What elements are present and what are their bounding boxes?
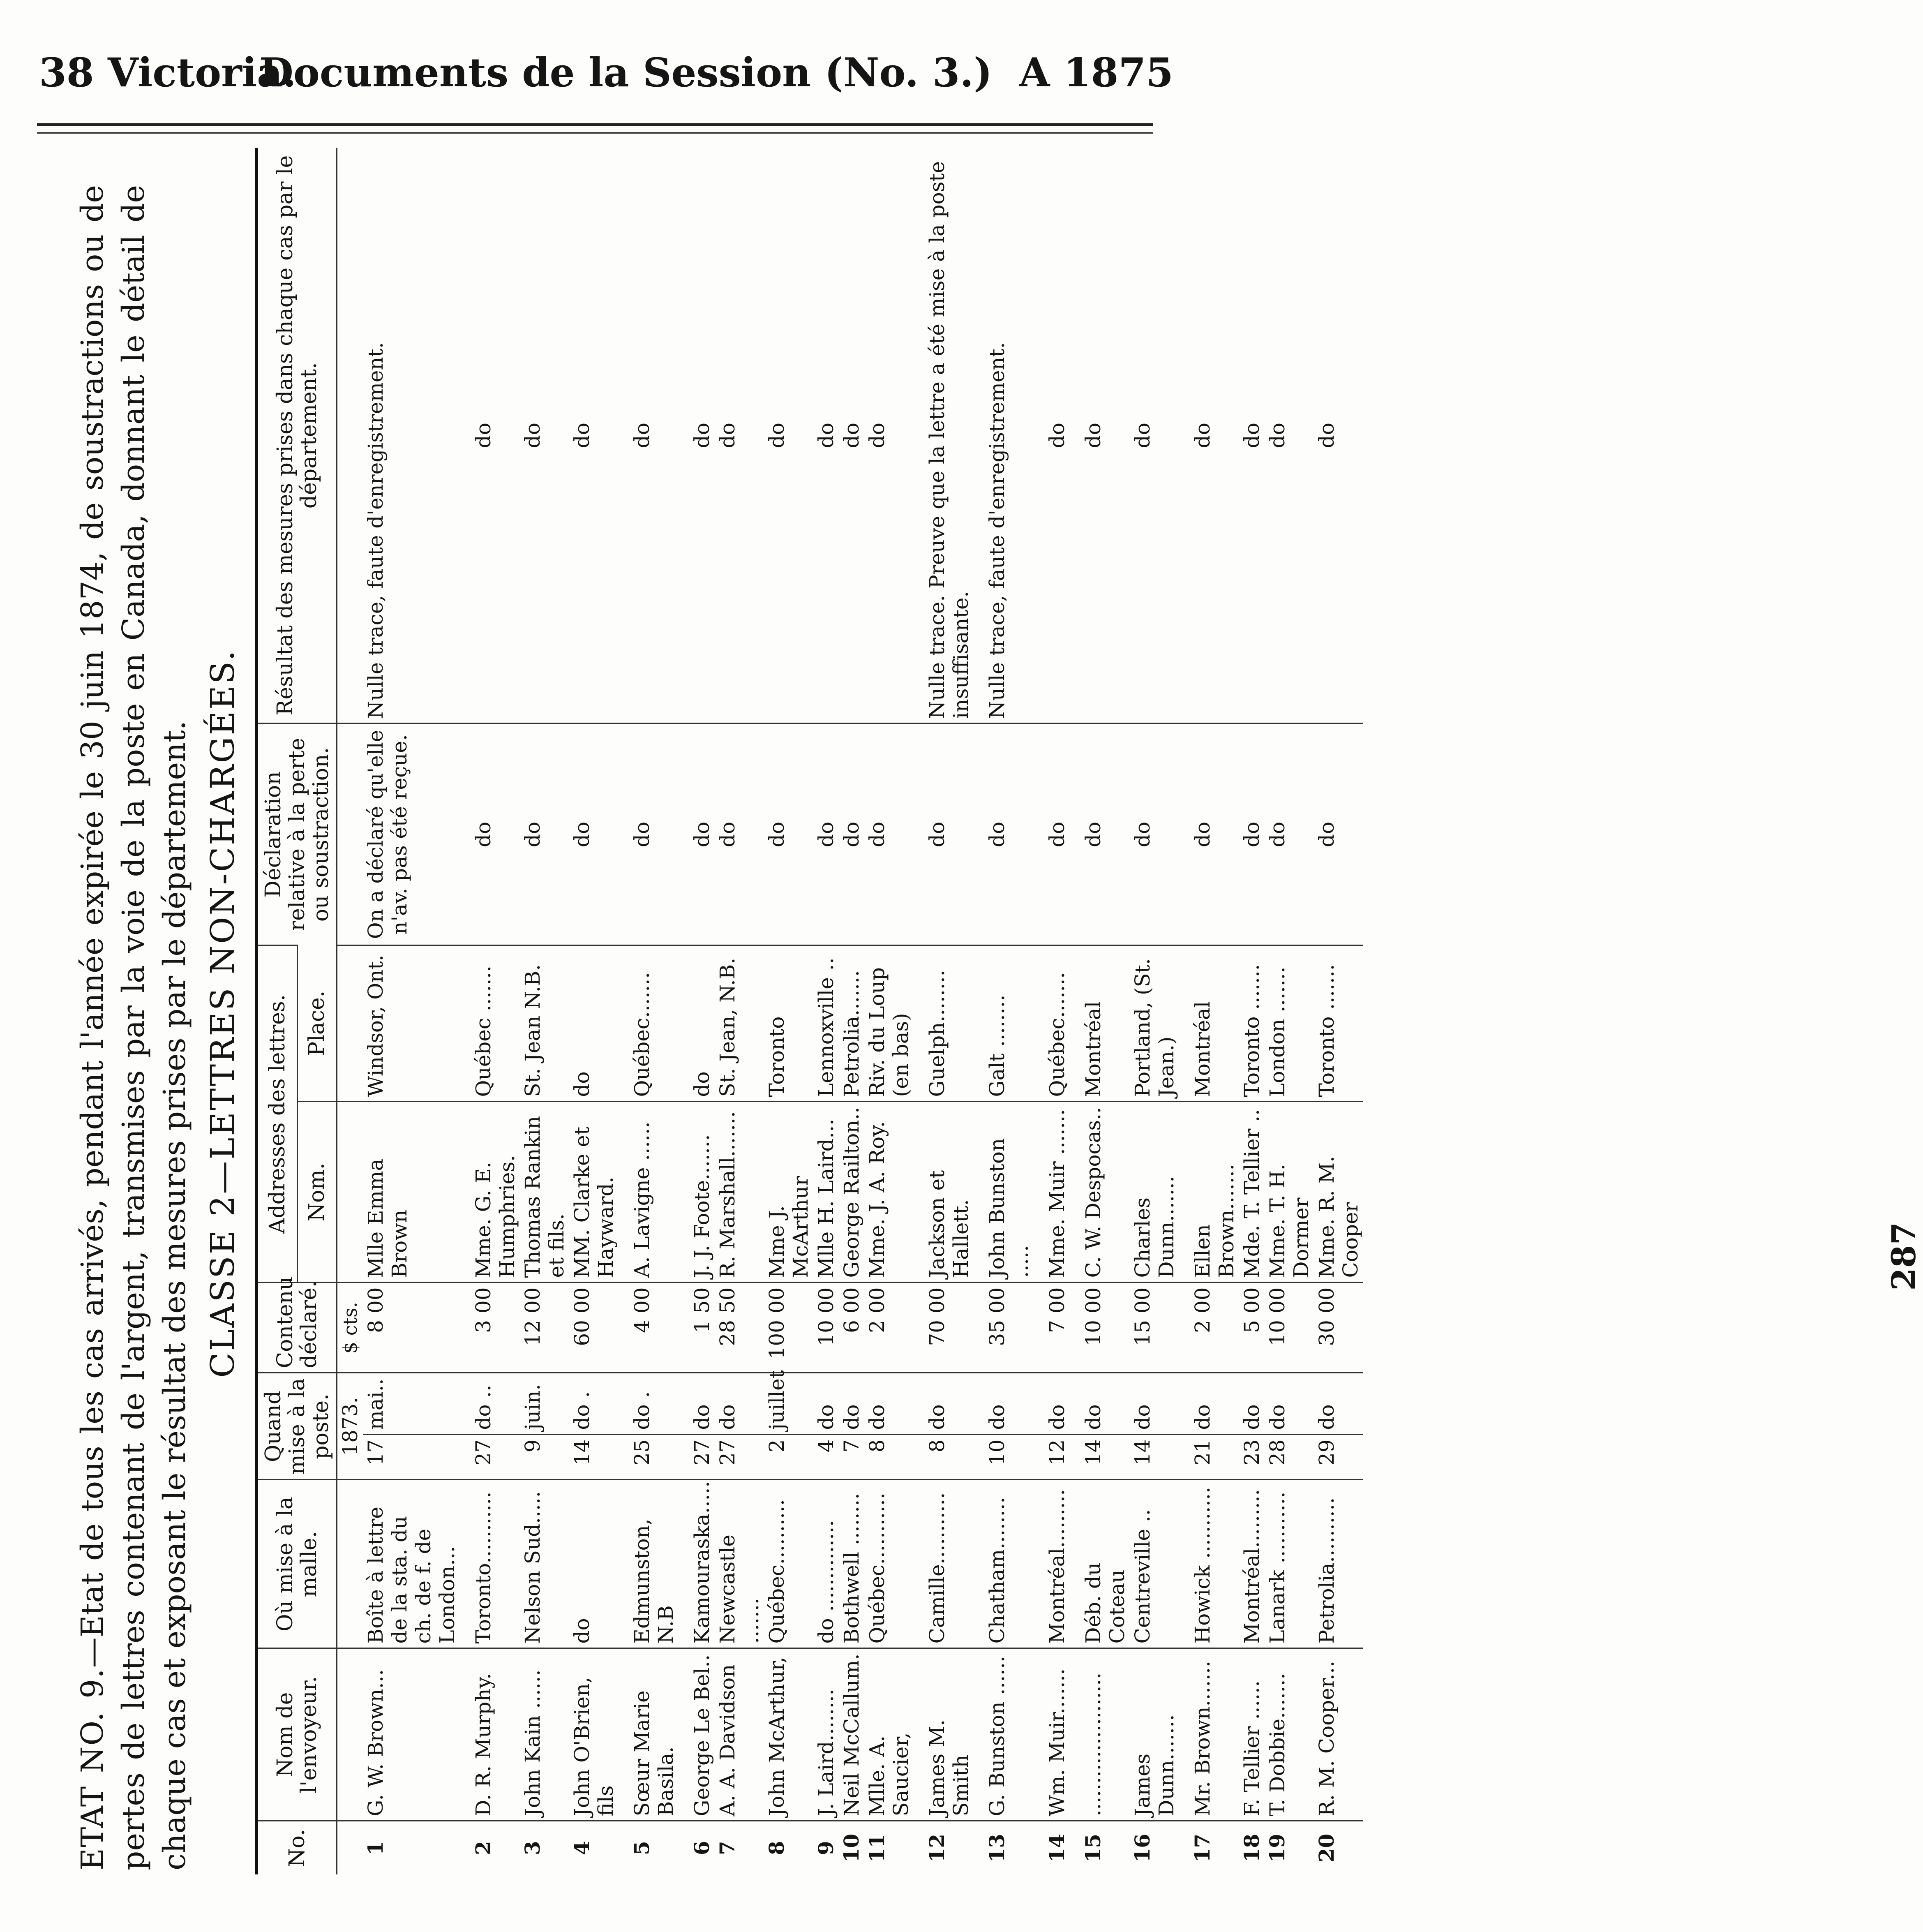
cell-name: Thomas Rankin et fils. bbox=[520, 1102, 569, 1283]
intro-paragraph bbox=[72, 185, 195, 1870]
cell-declaration: do bbox=[839, 723, 864, 945]
cell-month: juillet bbox=[764, 1373, 813, 1435]
cell-sender: John McArthur, bbox=[764, 1648, 813, 1821]
cell-day: 27 bbox=[715, 1435, 764, 1480]
cell-result: Nulle trace, faute d'enregistrement. bbox=[985, 342, 1009, 719]
col-header-place: Place. bbox=[297, 945, 337, 1102]
cell-declaration: do bbox=[764, 723, 813, 945]
cell-declaration: do bbox=[984, 723, 1034, 945]
col-header-posted-at: Où mise à la malle. bbox=[256, 1480, 337, 1648]
cell-posted-at: Camille........... bbox=[924, 1480, 974, 1648]
table-row bbox=[924, 148, 974, 1874]
cell-no: 9 bbox=[813, 1821, 839, 1874]
cell-place: Guelph........ bbox=[924, 945, 974, 1102]
cell-amount: 10 00 bbox=[1265, 1283, 1314, 1373]
cell-place: Toronto bbox=[764, 945, 813, 1102]
row-spacer bbox=[914, 148, 924, 1874]
cell-declaration: do bbox=[1265, 723, 1314, 945]
page-header bbox=[0, 0, 1251, 123]
cell-sender: John Kain ...... bbox=[520, 1648, 569, 1821]
col-header-declaration: Déclaration relative à la perte ou soustraction. bbox=[256, 723, 337, 945]
cell-posted-at: Edmunston, N.B bbox=[629, 1480, 679, 1648]
cell-amount: 60 00 bbox=[569, 1283, 619, 1373]
cell-name: Mme. J. A. Roy. bbox=[864, 1102, 914, 1283]
row-spacer bbox=[1179, 148, 1190, 1874]
cell-result: do bbox=[1045, 423, 1069, 448]
col-header-name: Nom. bbox=[297, 1102, 337, 1283]
cell-month: do bbox=[1044, 1373, 1070, 1435]
cell-amount: 5 00 bbox=[1239, 1283, 1265, 1373]
table-row bbox=[520, 148, 569, 1874]
cell-no: 17 bbox=[1190, 1821, 1239, 1874]
cell-name: Mme. G. E. Humphries. bbox=[471, 1102, 520, 1283]
cell-month: do bbox=[715, 1373, 764, 1435]
rotated-table-block bbox=[68, 140, 1923, 1887]
cell-sender: Sœur Marie Basila. bbox=[629, 1648, 679, 1821]
header-right: A 1875 bbox=[1019, 49, 1173, 96]
cell-month: do bbox=[689, 1373, 715, 1435]
table-row bbox=[1314, 148, 1363, 1874]
cell-result: do bbox=[521, 423, 545, 448]
cell-place: Portland, (St. Jean.) bbox=[1130, 945, 1179, 1102]
cell-result: Nulle trace. Preuve que la lettre a été mise à la poste insuffisante. bbox=[925, 161, 973, 719]
cell-place: Windsor, Ont. bbox=[363, 945, 460, 1102]
cell-month: juin. bbox=[520, 1373, 569, 1435]
cell-posted-at: Lanark ........... bbox=[1265, 1480, 1314, 1648]
cell-result: do bbox=[1081, 423, 1105, 448]
cell-sender: ...................... bbox=[1080, 1648, 1130, 1821]
cell-name: Jackson et Hallett. bbox=[924, 1102, 974, 1283]
cell-result: do bbox=[1240, 423, 1264, 448]
cell-no: 4 bbox=[569, 1821, 619, 1874]
cell-day: 28 bbox=[1265, 1435, 1314, 1480]
cell-declaration: On a déclaré qu'elle n'av. pas été reçue. bbox=[363, 723, 460, 945]
cell-day: 21 bbox=[1190, 1435, 1239, 1480]
cell-amount: 15 00 bbox=[1130, 1283, 1179, 1373]
cell-month: do . bbox=[569, 1373, 619, 1435]
cell-no: 14 bbox=[1044, 1821, 1070, 1874]
cell-posted-at: Howick ........... bbox=[1190, 1480, 1239, 1648]
cell-result: do bbox=[630, 423, 654, 448]
cell-sender: James M. Smith bbox=[924, 1648, 974, 1821]
cell-sender: John O'Brien, fils bbox=[569, 1648, 619, 1821]
table-row bbox=[569, 148, 619, 1874]
cell-name: Mme. T. H. Dormer bbox=[1265, 1102, 1314, 1283]
cell-month: do bbox=[864, 1373, 914, 1435]
cell-posted-at: do bbox=[569, 1480, 619, 1648]
cell-posted-at: Boîte à lettre de la sta. du ch. de f. de London... bbox=[363, 1480, 460, 1648]
cell-no: 16 bbox=[1130, 1821, 1179, 1874]
cell-result: do bbox=[865, 423, 889, 448]
cell-no: 2 bbox=[471, 1821, 520, 1874]
cell-result: do bbox=[1265, 423, 1289, 448]
cell-declaration: do bbox=[813, 723, 839, 945]
cell-posted-at: Montréal......... bbox=[1044, 1480, 1070, 1648]
cell-amount: 2 00 bbox=[864, 1283, 914, 1373]
cell-place: London ....... bbox=[1265, 945, 1314, 1102]
page-number: 287 bbox=[1884, 1222, 1923, 1291]
cell-month: do bbox=[813, 1373, 839, 1435]
header-center: Documents de la Session (No. 3.) bbox=[259, 49, 993, 96]
table-subtitle: CLASSE 2—LETTRES NON-CHARGÉES. bbox=[203, 649, 242, 1378]
cell-name: Ellen Brown....... bbox=[1190, 1102, 1239, 1283]
cell-no: 15 bbox=[1080, 1821, 1130, 1874]
cell-amount: 1 50 bbox=[689, 1283, 715, 1373]
table-row bbox=[715, 148, 764, 1874]
row-spacer bbox=[619, 148, 629, 1874]
cell-sender: Mlle. A. Saucier, bbox=[864, 1648, 914, 1821]
cell-month: do bbox=[984, 1373, 1034, 1435]
table-row bbox=[1044, 148, 1070, 1874]
cell-no: 20 bbox=[1314, 1821, 1363, 1874]
cell-name: MM. Clarke et Hayward. bbox=[569, 1102, 619, 1283]
col-header-content: Contenu déclaré. bbox=[256, 1283, 337, 1373]
cell-declaration: do bbox=[689, 723, 715, 945]
cell-result: do bbox=[814, 423, 838, 448]
cell-name: Mlle Emma Brown bbox=[363, 1102, 460, 1283]
cell-place: Montréal bbox=[1080, 945, 1130, 1102]
table-row bbox=[1190, 148, 1239, 1874]
cell-posted-at: do .............. bbox=[813, 1480, 839, 1648]
cell-place: Galt ........ bbox=[984, 945, 1034, 1102]
cell-no: 3 bbox=[520, 1821, 569, 1874]
col-header-no: No. bbox=[256, 1821, 337, 1874]
cell-day: 14 bbox=[1130, 1435, 1179, 1480]
cell-no: 10 bbox=[839, 1821, 864, 1874]
cell-posted-at: Déb. du Coteau bbox=[1080, 1480, 1130, 1648]
cell-posted-at: Centreville .. bbox=[1130, 1480, 1179, 1648]
cell-amount: 7 00 bbox=[1044, 1283, 1070, 1373]
intro-label: ETAT NO. 9. bbox=[75, 1668, 110, 1870]
cell-name: Mme. R. M. Cooper bbox=[1314, 1102, 1363, 1283]
cell-amount: 12 00 bbox=[520, 1283, 569, 1373]
cell-day: 9 bbox=[520, 1435, 569, 1480]
row-spacer bbox=[1034, 148, 1044, 1874]
header-rule-thin bbox=[37, 132, 1153, 134]
cell-amount: 28 50 bbox=[715, 1283, 764, 1373]
cell-amount: 10 00 bbox=[1080, 1283, 1130, 1373]
cell-amount: 35 00 bbox=[984, 1283, 1034, 1373]
cell-no: 6 bbox=[689, 1821, 715, 1874]
cell-no: 7 bbox=[715, 1821, 764, 1874]
cell-posted-at: Newcastle ....... bbox=[715, 1480, 764, 1648]
cell-place: Riv. du Loup (en bas) bbox=[864, 945, 914, 1102]
cell-place: do bbox=[689, 945, 715, 1102]
cell-name: Mme. Muir ....... bbox=[1044, 1102, 1070, 1283]
cell-month: do bbox=[1080, 1373, 1130, 1435]
cell-no: 8 bbox=[764, 1821, 813, 1874]
cell-declaration: do bbox=[1239, 723, 1265, 945]
cell-name: John Bunston ..... bbox=[984, 1102, 1034, 1283]
cell-day: 8 bbox=[924, 1435, 974, 1480]
cell-declaration: do bbox=[715, 723, 764, 945]
cell-day: 27 bbox=[689, 1435, 715, 1480]
cell-no: 12 bbox=[924, 1821, 974, 1874]
cell-name: A. Lavigne ...... bbox=[629, 1102, 679, 1283]
cell-result: do bbox=[840, 423, 863, 448]
cell-month: do . bbox=[629, 1373, 679, 1435]
cell-declaration: do bbox=[1044, 723, 1070, 945]
cell-amount: 8 00 bbox=[363, 1283, 460, 1373]
cell-amount: 4 00 bbox=[629, 1283, 679, 1373]
cell-result: do bbox=[690, 423, 714, 448]
cell-name: Mme J. McArthur bbox=[764, 1102, 813, 1283]
cell-place: Toronto ....... bbox=[1239, 945, 1265, 1102]
table-row bbox=[813, 148, 839, 1874]
cell-place: Petrolia....... bbox=[839, 945, 864, 1102]
cell-declaration: do bbox=[629, 723, 679, 945]
cell-day: 8 bbox=[864, 1435, 914, 1480]
col-header-sender: Nom de l'envoyeur. bbox=[256, 1648, 337, 1821]
cell-declaration: do bbox=[1314, 723, 1363, 945]
cell-day: 2 bbox=[764, 1435, 813, 1480]
cell-place: Québec....... bbox=[1044, 945, 1070, 1102]
cell-name: Mde. T. Tellier .. bbox=[1239, 1102, 1265, 1283]
header-left: 38 Victoria. bbox=[39, 49, 296, 96]
intro-text: —Etat de tous les cas arrivés, pendant l'année expirée le 30 juin 1874, de soustractions ou de pertes de lettres contenant de l'argent, transmises par la voie de la poste en Canada, donnant le détail de chaque cas et exposant le résultat des mesures prises par le département. bbox=[75, 185, 192, 1870]
col-header-result: Résultat des mesures prises dans chaque cas par le département. bbox=[256, 148, 337, 723]
cell-day: 10 bbox=[984, 1435, 1034, 1480]
cell-month: do bbox=[1130, 1373, 1179, 1435]
cell-name: R. Marshall....... bbox=[715, 1102, 764, 1283]
cell-posted-at: Nelson Sud..... bbox=[520, 1480, 569, 1648]
cell-place: St. Jean N.B. bbox=[520, 945, 569, 1102]
cell-sender: Mr. Brown....... bbox=[1190, 1648, 1239, 1821]
cell-declaration: do bbox=[924, 723, 974, 945]
table-row bbox=[629, 148, 679, 1874]
table-row bbox=[839, 148, 864, 1874]
table-row bbox=[1265, 148, 1314, 1874]
cell-posted-at: Kamouraska..... bbox=[689, 1480, 715, 1648]
cell-sender: G. W. Brown... bbox=[363, 1648, 460, 1821]
cell-amount: 3 00 bbox=[471, 1283, 520, 1373]
cell-no: 11 bbox=[864, 1821, 914, 1874]
cell-no: 19 bbox=[1265, 1821, 1314, 1874]
table-row bbox=[689, 148, 715, 1874]
cell-no: 18 bbox=[1239, 1821, 1265, 1874]
table-row bbox=[1080, 148, 1130, 1874]
cell-result: do bbox=[471, 423, 495, 448]
row-spacer bbox=[974, 148, 984, 1874]
table-row bbox=[764, 148, 813, 1874]
cell-sender: A. A. Davidson bbox=[715, 1648, 764, 1821]
cell-place: do bbox=[569, 945, 619, 1102]
cell-month: do bbox=[1190, 1373, 1239, 1435]
cell-sender: J. Laird........ bbox=[813, 1648, 839, 1821]
cell-result: do bbox=[716, 423, 739, 448]
cell-month: do bbox=[1239, 1373, 1265, 1435]
cell-place: Montréal bbox=[1190, 945, 1239, 1102]
cell-sender: G. Bunston ...... bbox=[984, 1648, 1034, 1821]
cell-sender: James Dunn....... bbox=[1130, 1648, 1179, 1821]
cell-day: 25 bbox=[629, 1435, 679, 1480]
cell-posted-at: Québec.......... bbox=[764, 1480, 813, 1648]
cell-month: do bbox=[1314, 1373, 1363, 1435]
cell-posted-at: Québec........... bbox=[864, 1480, 914, 1648]
cell-sender: George Le Bel.. bbox=[689, 1648, 715, 1821]
row-spacer bbox=[1070, 148, 1080, 1874]
cell-name: Mlle H. Laird... bbox=[813, 1102, 839, 1283]
cell-place: Québec....... bbox=[629, 945, 679, 1102]
cell-month: do bbox=[924, 1373, 974, 1435]
cell-place: Lennoxville .. bbox=[813, 945, 839, 1102]
table-row bbox=[1130, 148, 1179, 1874]
table-row bbox=[984, 148, 1034, 1874]
cell-posted-at: Montréal......... bbox=[1239, 1480, 1265, 1648]
cell-no: 1 bbox=[363, 1821, 460, 1874]
cell-sender: Neil McCallum. bbox=[839, 1648, 864, 1821]
cell-day: 4 bbox=[813, 1435, 839, 1480]
cell-name: George Railton.. bbox=[839, 1102, 864, 1283]
cell-month: mai.. bbox=[363, 1373, 460, 1435]
cell-result: do bbox=[1131, 423, 1154, 448]
cell-day: 29 bbox=[1314, 1435, 1363, 1480]
cell-declaration: do bbox=[1080, 723, 1130, 945]
cell-place: St. Jean, N.B. bbox=[715, 945, 764, 1102]
cell-day: 27 bbox=[471, 1435, 520, 1480]
cell-no: 13 bbox=[984, 1821, 1034, 1874]
cell-sender: F. Tellier ...... bbox=[1239, 1648, 1265, 1821]
cell-sender: Wm. Muir....... bbox=[1044, 1648, 1070, 1821]
units-row bbox=[337, 148, 363, 1874]
cell-result: do bbox=[1191, 423, 1214, 448]
cell-posted-at: Chatham........ bbox=[984, 1480, 1034, 1648]
cell-day: 7 bbox=[839, 1435, 864, 1480]
cell-amount: 70 00 bbox=[924, 1283, 974, 1373]
cell-day: 12 bbox=[1044, 1435, 1070, 1480]
cell-amount: 100 00 bbox=[764, 1283, 813, 1373]
cell-result: do bbox=[765, 423, 789, 448]
table-row bbox=[1239, 148, 1265, 1874]
header-row bbox=[256, 148, 297, 1874]
row-spacer bbox=[679, 148, 689, 1874]
cell-sender: R. M. Cooper... bbox=[1314, 1648, 1363, 1821]
table-row bbox=[363, 148, 460, 1874]
cell-amount: 10 00 bbox=[813, 1283, 839, 1373]
col-header-addresses: Addresses des lettres. bbox=[256, 945, 297, 1283]
year-label: 1873. bbox=[337, 1373, 363, 1480]
cell-day: 17 bbox=[363, 1435, 460, 1480]
cell-name: J. J. Foote....... bbox=[689, 1102, 715, 1283]
cell-day: 14 bbox=[569, 1435, 619, 1480]
cell-name: C. W. Despocas.. bbox=[1080, 1102, 1130, 1283]
header-rule-thick bbox=[37, 123, 1153, 126]
cell-sender: D. R. Murphy. bbox=[471, 1648, 520, 1821]
cell-place: Toronto ....... bbox=[1314, 945, 1363, 1102]
cell-no: 5 bbox=[629, 1821, 679, 1874]
cell-declaration: do bbox=[520, 723, 569, 945]
row-spacer bbox=[460, 148, 471, 1874]
cell-amount: 30 00 bbox=[1314, 1283, 1363, 1373]
losses-table bbox=[255, 148, 1363, 1874]
cell-month: do bbox=[1265, 1373, 1314, 1435]
cell-result: do bbox=[570, 423, 594, 448]
table-row bbox=[471, 148, 520, 1874]
cell-declaration: do bbox=[864, 723, 914, 945]
cell-result: Nulle trace, faute d'enregistrement. bbox=[364, 342, 388, 719]
cell-amount: 2 00 bbox=[1190, 1283, 1239, 1373]
cell-declaration: do bbox=[1190, 723, 1239, 945]
cell-day: 23 bbox=[1239, 1435, 1265, 1480]
cell-amount: 6 00 bbox=[839, 1283, 864, 1373]
cell-declaration: do bbox=[1130, 723, 1179, 945]
cell-month: do .. bbox=[471, 1373, 520, 1435]
cell-result: do bbox=[1315, 423, 1339, 448]
cell-place: Québec ....... bbox=[471, 945, 520, 1102]
units-label: $ cts. bbox=[337, 1283, 363, 1373]
cell-declaration: do bbox=[471, 723, 520, 945]
cell-name: Charles Dunn....... bbox=[1130, 1102, 1179, 1283]
cell-declaration: do bbox=[569, 723, 619, 945]
cell-day: 14 bbox=[1080, 1435, 1130, 1480]
cell-sender: T. Dobbie....... bbox=[1265, 1648, 1314, 1821]
cell-posted-at: Petrolia.......... bbox=[1314, 1480, 1363, 1648]
cell-posted-at: Toronto........... bbox=[471, 1480, 520, 1648]
table-row bbox=[864, 148, 914, 1874]
col-header-posted-when: Quand mise à la poste. bbox=[256, 1373, 337, 1480]
cell-posted-at: Bothwell ........ bbox=[839, 1480, 864, 1648]
cell-month: do bbox=[839, 1373, 864, 1435]
